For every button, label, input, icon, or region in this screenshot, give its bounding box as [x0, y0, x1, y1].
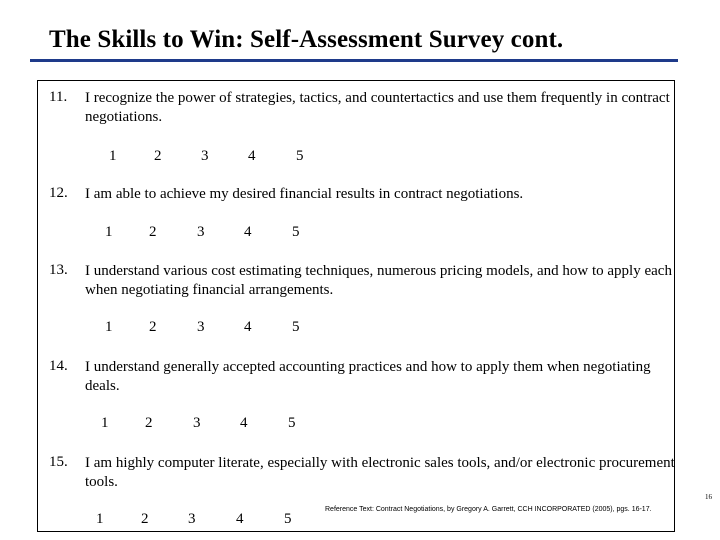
rating-option[interactable]: 1: [101, 415, 109, 431]
rating-option[interactable]: 5: [288, 415, 296, 431]
rating-option[interactable]: 1: [105, 319, 113, 335]
rating-option[interactable]: 2: [154, 148, 162, 164]
rating-option[interactable]: 4: [236, 511, 244, 527]
rating-option[interactable]: 2: [141, 511, 149, 527]
rating-option[interactable]: 3: [201, 148, 209, 164]
rating-option[interactable]: 4: [244, 319, 252, 335]
rating-option[interactable]: 1: [109, 148, 117, 164]
rating-option[interactable]: 3: [188, 511, 196, 527]
rating-option[interactable]: 5: [292, 319, 300, 335]
rating-option[interactable]: 5: [284, 511, 292, 527]
question-text: I understand generally accepted accounting practices and how to apply them when negotiating deals.: [85, 359, 651, 394]
rating-option[interactable]: 4: [248, 148, 256, 164]
question-text: I am able to achieve my desired financial results in contract negotiations.: [85, 186, 524, 202]
rating-option[interactable]: 4: [244, 224, 252, 240]
rating-option[interactable]: 2: [149, 224, 157, 240]
slide-title: The Skills to Win: Self-Assessment Survey cont.: [49, 26, 564, 53]
question-number: 13.: [49, 262, 68, 278]
rating-option[interactable]: 3: [193, 415, 201, 431]
rating-option[interactable]: 2: [145, 415, 153, 431]
rating-option[interactable]: 2: [149, 319, 157, 335]
rating-option[interactable]: 4: [240, 415, 248, 431]
title-underline: [30, 59, 678, 62]
question-text: I am highly computer literate, especially with electronic sales tools, and/or electronic procurement tools.: [85, 455, 675, 490]
rating-option[interactable]: 5: [292, 224, 300, 240]
question-text: I recognize the power of strategies, tactics, and countertactics and use them frequently in contract negotiations.: [85, 90, 670, 125]
question-number: 12.: [49, 185, 68, 201]
page-number: 16: [705, 493, 712, 501]
question-text: I understand various cost estimating techniques, numerous pricing models, and how to apply each when negotiating financial arrangements.: [85, 263, 672, 298]
question-number: 11.: [49, 89, 68, 105]
rating-option[interactable]: 3: [197, 319, 205, 335]
rating-option[interactable]: 1: [105, 224, 113, 240]
question-number: 15.: [49, 454, 68, 470]
rating-option[interactable]: 1: [96, 511, 104, 527]
question-number: 14.: [49, 358, 68, 374]
reference-text: Reference Text: Contract Negotiations, by Gregory A. Garrett, CCH INCORPORATED (2005), pgs. 16-17.: [325, 506, 652, 513]
rating-option[interactable]: 5: [296, 148, 304, 164]
rating-option[interactable]: 3: [197, 224, 205, 240]
